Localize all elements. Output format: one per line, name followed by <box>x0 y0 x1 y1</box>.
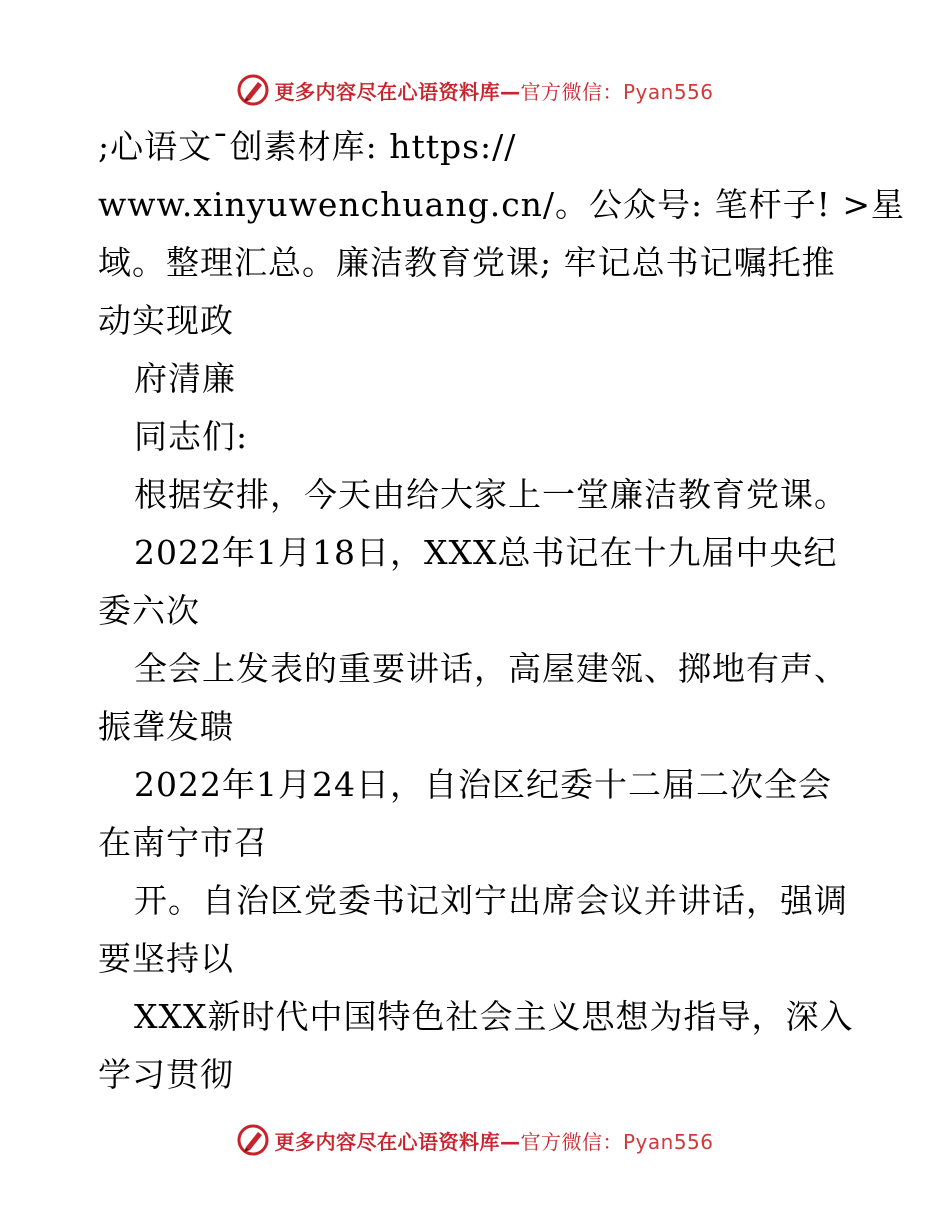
banner-wechat-label: 官方微信： <box>520 79 623 104</box>
body-line: XXX新时代中国特色社会主义思想为指导，深入 <box>134 997 854 1036</box>
banner-wechat-id: Pyan556 <box>622 1129 714 1154</box>
body-line: 2022年1月18日，XXX总书记在十九届中央纪 <box>134 533 838 572</box>
banner-wechat-label: 官方微信： <box>520 1129 623 1154</box>
body-line: 在南宁市召 <box>98 823 268 862</box>
body-line: 动实现政 <box>98 301 234 340</box>
body-line: 域。整理汇总。廉洁教育党课; 牢记总书记嘱托推 <box>98 243 836 282</box>
body-line: 要坚持以 <box>98 939 234 978</box>
body-line: 府清廉 <box>134 359 236 398</box>
body-line: 全会上发表的重要讲话，高屋建瓴、掷地有声、 <box>134 649 848 688</box>
body-line: 同志们: <box>134 417 249 456</box>
body-line: 根据安排，今天由给大家上一堂廉洁教育党课。 <box>134 475 848 514</box>
body-line: 学习贯彻 <box>98 1055 234 1094</box>
pen-logo-icon <box>236 73 270 107</box>
body-line: www.xinyuwenchuang.cn/。公众号: 笔杆子! >星 <box>98 185 906 224</box>
body-line: 委六次 <box>98 591 200 630</box>
pen-logo-icon <box>236 1123 270 1157</box>
body-line: ;心语文¯创素材库: https:// <box>98 127 517 166</box>
document-body <box>98 118 906 1104</box>
header-banner <box>0 70 950 110</box>
banner-wechat-id: Pyan556 <box>622 79 714 104</box>
banner-site-text: 更多内容尽在心语资料库 <box>274 79 500 104</box>
banner-separator: — <box>499 1129 521 1154</box>
footer-banner <box>0 1120 950 1160</box>
banner-separator: — <box>499 79 521 104</box>
banner-site-text: 更多内容尽在心语资料库 <box>274 1129 500 1154</box>
body-line: 振聋发聩 <box>98 707 234 746</box>
body-line: 2022年1月24日，自治区纪委十二届二次全会 <box>134 765 832 804</box>
body-line: 开。自治区党委书记刘宁出席会议并讲话，强调 <box>134 881 848 920</box>
